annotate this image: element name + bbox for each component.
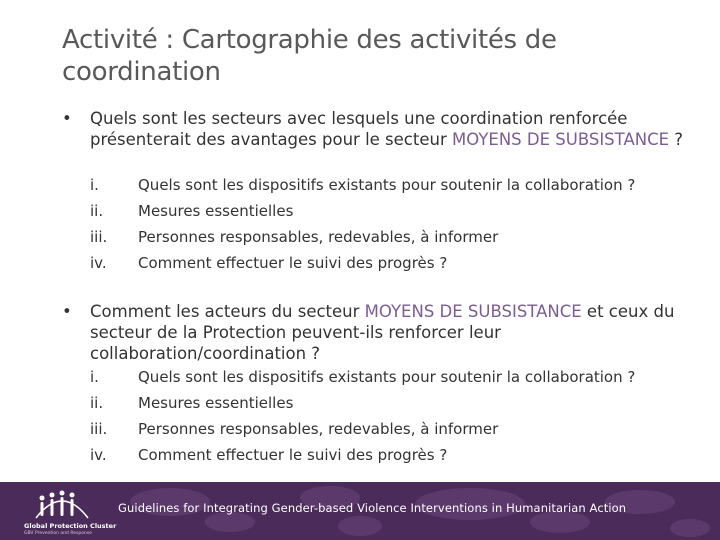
list-item <box>90 250 710 276</box>
list-item <box>90 364 710 390</box>
bullet-2-text <box>90 301 702 364</box>
list-item <box>90 224 710 250</box>
logo-name: Global Protection Cluster <box>24 522 117 530</box>
bullet-1-highlight: MOYENS DE SUBSISTANCE <box>452 130 670 149</box>
people-icon <box>32 488 92 522</box>
list-item <box>90 416 710 442</box>
global-protection-cluster-logo <box>18 486 117 538</box>
bullet-1-text <box>90 108 702 150</box>
list-item-label: Comment effectuer le suivi des progrès ? <box>138 446 448 464</box>
footer-text: Guidelines for Integrating Gender-based Violence Interventions in Humanitarian Action <box>118 501 627 515</box>
bullet-marker: • <box>62 302 72 321</box>
list-item-number: i. <box>90 368 99 386</box>
list-item-number: iv. <box>90 446 107 464</box>
bullet-2 <box>62 301 702 364</box>
list-item-number: i. <box>90 176 99 194</box>
bullet-1 <box>62 108 702 150</box>
bullet-2-text-after: et ceux du secteur de la Protection peuvent-ils renforcer leur collaboration/coordination ? <box>90 302 675 363</box>
list-item <box>90 390 710 416</box>
bullet-2-text-before: Comment les acteurs du secteur <box>90 302 365 321</box>
list-item-number: iv. <box>90 254 107 272</box>
slide-title: Activité : Cartographie des activités de coordination <box>62 25 557 87</box>
bullet-1-text-before: Quels sont les secteurs avec lesquels une coordination renforcée présenterait des avantages pour le secteur <box>90 109 628 149</box>
list-item-number: iii. <box>90 420 108 438</box>
list-item-label: Quels sont les dispositifs existants pour soutenir la collaboration ? <box>138 176 636 194</box>
bullet-1-text-after: ? <box>669 130 684 149</box>
list-item <box>90 198 710 224</box>
footer-bar <box>0 482 720 540</box>
list-item-number: ii. <box>90 394 104 412</box>
list-item-label: Quels sont les dispositifs existants pour soutenir la collaboration ? <box>138 368 636 386</box>
list-item <box>90 172 710 198</box>
list-item-label: Mesures essentielles <box>138 394 294 412</box>
bullet-2-sublist <box>90 364 710 468</box>
list-item-label: Comment effectuer le suivi des progrès ? <box>138 254 448 272</box>
list-item-number: ii. <box>90 202 104 220</box>
logo-tagline: GBV Prevention and Response <box>24 531 92 536</box>
list-item <box>90 442 710 468</box>
bullet-2-highlight: MOYENS DE SUBSISTANCE <box>364 302 582 321</box>
list-item-number: iii. <box>90 228 108 246</box>
list-item-label: Personnes responsables, redevables, à informer <box>138 420 499 438</box>
list-item-label: Mesures essentielles <box>138 202 294 220</box>
bullet-1-sublist <box>90 172 710 276</box>
bullet-marker: • <box>62 109 72 128</box>
list-item-label: Personnes responsables, redevables, à informer <box>138 228 499 246</box>
